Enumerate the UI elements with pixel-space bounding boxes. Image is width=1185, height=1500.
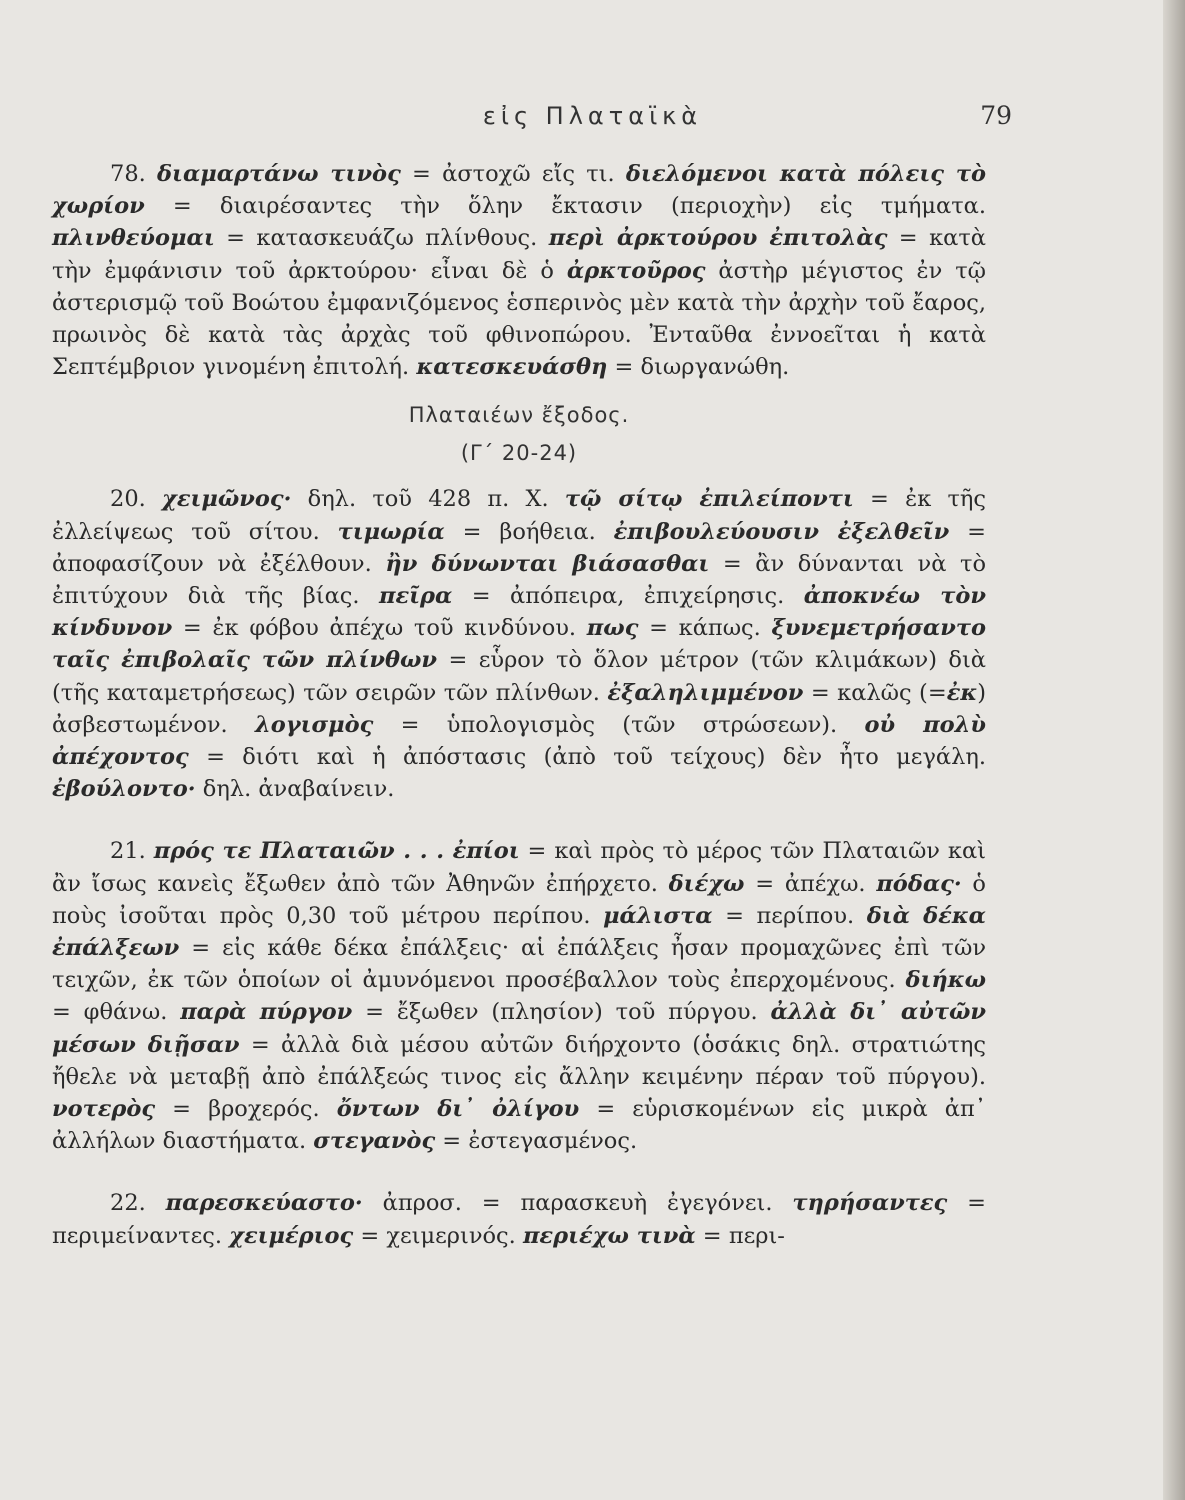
gloss-text: = διαιρέσαντες τὴν ὅλην ἔκτασιν (περιοχὴν) εἰς τμήματα. bbox=[144, 193, 986, 220]
gloss-text: = καὶ πρὸς τὸ μέρος τῶν Πλαταιῶν καὶ ἂν ἴσως κανεὶς ἔξωθεν ἀπὸ τῶν Ἀθηνῶν ἐπήρχετο. bbox=[52, 838, 986, 897]
gloss-term: ἀλλὰ δι᾽ αὐτῶν μέσων διῇσαν bbox=[52, 999, 986, 1058]
gloss-text: = βροχερός. bbox=[155, 1096, 337, 1123]
gloss-term: στεγανὸς bbox=[313, 1128, 436, 1155]
gloss-text: = ἀποφασίζουν νὰ ἐξέλθουν. bbox=[52, 518, 986, 577]
gloss-term: διήκω bbox=[905, 967, 986, 994]
gloss-text: = κατασκευάζω πλίνθους. bbox=[214, 225, 549, 252]
gloss-text: = φθάνω. bbox=[52, 999, 181, 1026]
gloss-term: ὄντων δι᾽ ὀλίγου bbox=[336, 1096, 580, 1123]
gloss-text: = εἰς κάθε δέκα ἐπάλξεις· αἱ ἐπάλξεις ἦσαν προμαχῶνες ἐπὶ τῶν τειχῶν, ἐκ τῶν ὁποίων οἱ ἀμυνόμενοι προσέβαλλον τοὺς ἐπερχομένους. bbox=[52, 935, 986, 994]
gloss-term: ἀρκτοῦρος bbox=[566, 257, 706, 284]
page-number: 79 bbox=[980, 101, 1012, 130]
gloss-term: ἐκ bbox=[946, 679, 978, 706]
gloss-text: = διωργανώθη. bbox=[607, 354, 790, 381]
section-title: Πλαταιέων ἔξοδος. bbox=[408, 403, 630, 428]
gloss-text: = καλῶς (= bbox=[803, 679, 947, 706]
gloss-text: = περιμείναντες. bbox=[52, 1190, 987, 1249]
gloss-text: = κατὰ τὴν ἐμφάνισιν τοῦ ἀρκτούρου· εἶναι δὲ ὁ bbox=[52, 225, 986, 284]
gloss-term: ἐβούλοντο· bbox=[52, 776, 196, 803]
gloss-term: κατεσκευάσθη bbox=[416, 354, 608, 381]
gloss-term: ἐξαληλιμμένον bbox=[607, 679, 804, 706]
body-text bbox=[52, 158, 986, 1252]
gloss-term: περιέχω τινὰ bbox=[522, 1222, 696, 1249]
gloss-term: χειμῶνος· bbox=[162, 486, 292, 513]
paragraph-20 bbox=[52, 483, 986, 805]
gloss-term: παρὰ πύργον bbox=[180, 999, 353, 1026]
gloss-text: = ἂν δύνανται νὰ τὸ ἐπιτύχουν διὰ τῆς βίας. bbox=[52, 550, 986, 610]
paragraph-78 bbox=[52, 158, 986, 383]
gloss-text: = ἀπέχω. bbox=[744, 870, 877, 897]
gloss-term: τηρήσαντες bbox=[792, 1190, 948, 1217]
gloss-term: πρός τε Πλαταιῶν . . . ἐπίοι bbox=[153, 838, 520, 865]
gloss-text: = ἐκ τῆς ἐλλείψεως τοῦ σίτου. bbox=[52, 486, 987, 545]
gloss-text: = εὑρισκομένων εἰς μικρὰ ἀπ᾽ ἀλλήλων διαστήματα. bbox=[52, 1096, 986, 1155]
paragraph-22 bbox=[52, 1187, 986, 1251]
gloss-term: πλινθεύομαι bbox=[52, 225, 215, 252]
gloss-term: διελόμενοι κατὰ πόλεις τὸ χωρίον bbox=[52, 161, 987, 220]
gloss-text: 78. bbox=[110, 161, 158, 187]
gloss-text: = διότι καὶ ἡ ἀπόστασις (ἀπὸ τοῦ τείχους) δὲν ἦτο μεγάλη. bbox=[188, 744, 986, 771]
gloss-term: διέχω bbox=[668, 870, 745, 897]
gloss-text: = βοήθεια. bbox=[444, 518, 614, 545]
gloss-text: = ἐστεγασμένος. bbox=[435, 1128, 638, 1155]
gloss-text: 20. bbox=[110, 486, 163, 513]
gloss-text: = ὑπολογισμὸς (τῶν στρώσεων). bbox=[373, 711, 865, 738]
gloss-text: ) ἀσβεστωμένον. bbox=[52, 679, 987, 738]
gloss-term: ἐπιβουλεύουσιν ἐξελθεῖν bbox=[613, 518, 950, 545]
gloss-text: = ἐκ φόβου ἀπέχω τοῦ κινδύνου. bbox=[172, 615, 587, 642]
section-reference: (Γ΄ 20-24) bbox=[460, 441, 578, 466]
gloss-term: διὰ δέκα ἐπάλξεων bbox=[52, 902, 986, 962]
gloss-text: = εὗρον τὸ ὅλον μέτρον (τῶν κλιμάκων) διὰ (τῆς καταμετρήσεως) τῶν σειρῶν τῶν πλίνθων. bbox=[52, 647, 986, 706]
gloss-term: χειμέριος bbox=[229, 1222, 354, 1249]
gloss-term: πόδας· bbox=[876, 870, 962, 897]
gloss-text: 21. bbox=[110, 838, 154, 865]
gloss-text: = ἀλλὰ διὰ μέσου αὐτῶν διήρχοντο (ὁσάκις δηλ. στρατιώτης ἤθελε νὰ μεταβῇ ἀπὸ ἐπάλξεώς τινος εἰς ἄλλην κειμένην πέραν τοῦ πύργου). bbox=[52, 1031, 986, 1090]
gloss-text: = ἔξωθεν (πλησίον) τοῦ πύργου. bbox=[352, 999, 771, 1026]
gloss-text: ἀστὴρ μέγιστος ἐν τῷ ἀστερισμῷ τοῦ Βοώτου ἐμφανιζόμενος ἑσπερινὸς μὲν κατὰ τὴν ἀρχὴν τοῦ ἔαρος, πρωινὸς δὲ κατὰ τὰς ἀρχὰς τοῦ φθινοπώρου. Ἐνταῦθα ἐννοεῖται ἡ κατὰ Σεπτέμβριον γινομένη ἐπιτολή. bbox=[52, 257, 986, 381]
gloss-text: 22. bbox=[110, 1190, 166, 1217]
gloss-term: παρεσκεύαστο· bbox=[165, 1190, 363, 1217]
gloss-text: = περι- bbox=[695, 1222, 785, 1249]
gloss-term: ξυνεμετρήσαντο ταῖς ἐπιβολαῖς τῶν πλίνθων bbox=[52, 615, 986, 674]
gloss-term: ἢν δύνωνται βιάσασθαι bbox=[385, 550, 710, 577]
gloss-term: περὶ ἀρκτούρου ἐπιτολὰς bbox=[548, 225, 888, 252]
gloss-term: διαμαρτάνω τινὸς bbox=[157, 161, 401, 187]
gloss-term: τῷ σίτῳ ἐπιλείποντι bbox=[564, 486, 854, 513]
gloss-text: δηλ. ἀναβαίνειν. bbox=[195, 776, 395, 803]
page-edge-shadow bbox=[1163, 0, 1185, 1500]
paragraph-21 bbox=[52, 835, 986, 1157]
gloss-term: λογισμὸς bbox=[255, 711, 374, 738]
gloss-text: = χειμερινός. bbox=[353, 1222, 523, 1249]
gloss-term: πως bbox=[586, 615, 639, 642]
gloss-term: νοτερὸς bbox=[52, 1096, 156, 1123]
gloss-term: μάλιστα bbox=[603, 902, 713, 929]
gloss-term: πεῖρα bbox=[378, 583, 453, 610]
gloss-text: = περίπου. bbox=[712, 902, 867, 929]
gloss-term: ἀποκνέω τὸν κίνδυνον bbox=[52, 583, 986, 642]
gloss-text: ὁ ποὺς ἰσοῦται πρὸς 0,30 τοῦ μέτρου περίπου. bbox=[52, 870, 986, 929]
gloss-text: δηλ. τοῦ 428 π. Χ. bbox=[291, 486, 565, 513]
gloss-text: ἀπροσ. = παρασκευὴ ἐγεγόνει. bbox=[362, 1190, 793, 1217]
gloss-term: τιμωρία bbox=[337, 518, 445, 545]
gloss-text: = ἀστοχῶ εἴς τι. bbox=[400, 161, 626, 187]
running-title: εἰς Πλαταϊκὰ bbox=[482, 102, 703, 130]
gloss-term: οὐ πολὺ ἀπέχοντος bbox=[52, 711, 986, 771]
gloss-text: = ἀπόπειρα, ἐπιχείρησις. bbox=[452, 583, 804, 610]
gloss-text: = κάπως. bbox=[638, 615, 772, 642]
